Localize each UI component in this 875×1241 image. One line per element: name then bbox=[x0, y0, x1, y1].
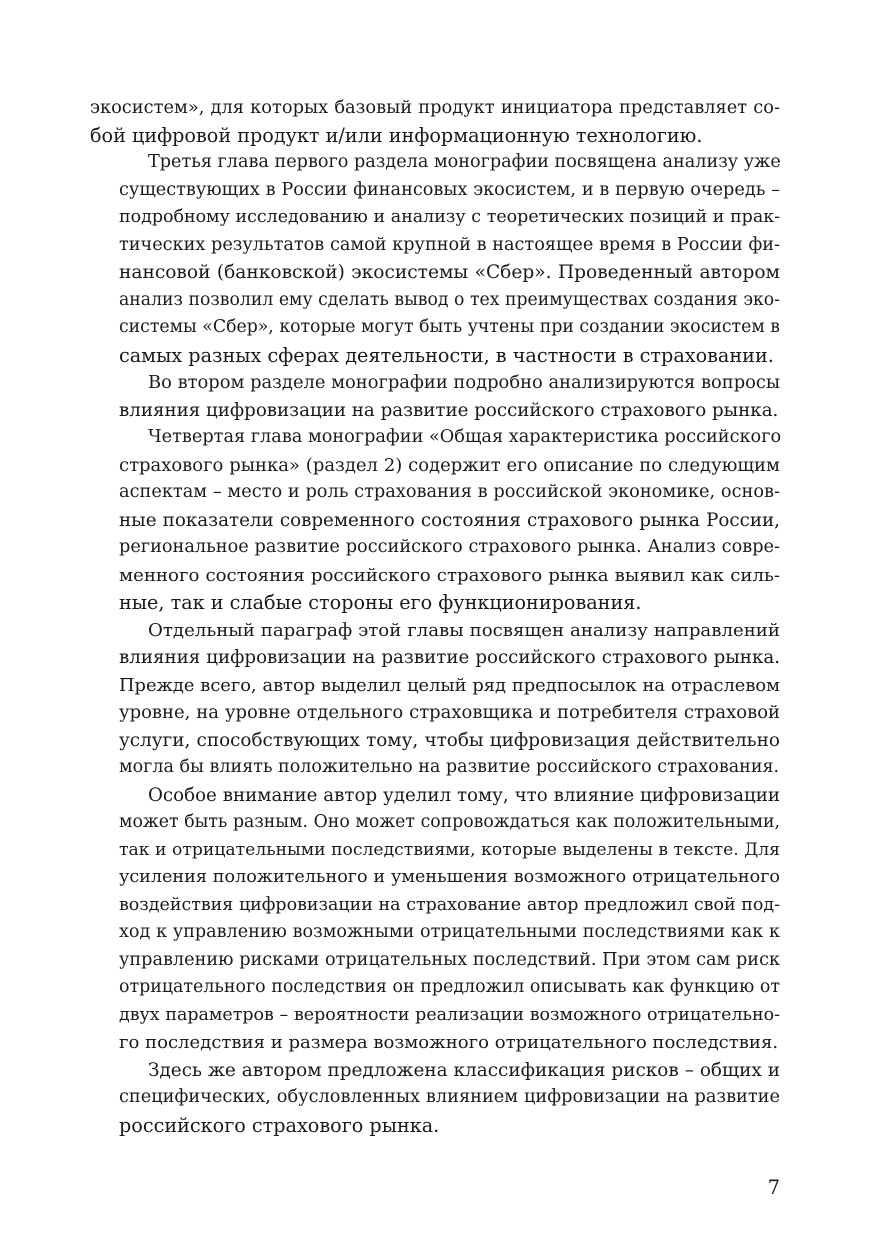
text-line: отрицательного последствия он предложил описывать как функцию от bbox=[119, 977, 780, 997]
text-line: российского страхового рынка. bbox=[119, 1113, 440, 1137]
text-line: аспектам – место и роль страхования в российской экономике, основ- bbox=[119, 482, 780, 502]
text-line: бой цифровой продукт и/или информационную технологию. bbox=[90, 123, 703, 147]
text-line: Здесь же автором предложена классификация рисков – общих и bbox=[148, 1059, 780, 1081]
text-line: управлению рисками отрицательных последствий. При этом сам риск bbox=[119, 949, 780, 970]
text-line: Отдельный параграф этой главы посвящен анализу направлений bbox=[148, 619, 780, 641]
text-line: самых разных сферах деятельности, в частности в страховании. bbox=[119, 343, 774, 367]
text-line: специфических, обусловленных влиянием цифровизации на развитие bbox=[119, 1087, 780, 1107]
text-line: го последствия и размера возможного отрицательного последствия. bbox=[119, 1032, 779, 1053]
text-line: менного состояния российского страхового рынка выявил как силь- bbox=[119, 564, 780, 586]
text-line: Прежде всего, автор выделил целый ряд предпосылок на отраслевом bbox=[119, 674, 780, 696]
text-line: услуги, способствующих тому, чтобы цифровизация действительно bbox=[119, 729, 780, 751]
paragraph bbox=[90, 149, 780, 369]
text-line: ные показатели современного состояния страхового рынка России, bbox=[119, 509, 780, 531]
text-line: может быть разным. Оно может сопровождаться как положительными, bbox=[119, 812, 780, 832]
page-number: 7 bbox=[767, 1176, 780, 1199]
text-line: анализ позволил ему сделать вывод о тех преимуществах создания эко- bbox=[119, 289, 780, 310]
paragraph bbox=[90, 94, 780, 149]
text-line: усиления положительного и уменьшения возможного отрицательного bbox=[119, 867, 780, 887]
text-line: Особое внимание автор уделил тому, что влияние цифровизации bbox=[148, 784, 780, 806]
text-line: региональное развитие российского страхового рынка. Анализ совре- bbox=[119, 537, 780, 557]
text-line: подробному исследованию и анализу с теоретических позиций и прак- bbox=[119, 207, 780, 227]
text-line: воздействия цифровизации на страхование автор предложил свой под- bbox=[119, 894, 780, 915]
text-line: ход к управлению возможными отрицательными последствиями как к bbox=[119, 922, 780, 942]
text-line: влияния цифровизации на развитие российского страхового рынка. bbox=[119, 647, 780, 668]
text-line: так и отрицательными последствиями, которые выделены в тексте. Для bbox=[119, 839, 780, 860]
text-line: Четвертая глава монографии «Общая характеристика российского bbox=[148, 427, 782, 447]
paragraph bbox=[90, 369, 780, 424]
text-line: могла бы влиять положительно на развитие российского страхования. bbox=[119, 757, 780, 777]
text-line: ные, так и слабые стороны его функционирования. bbox=[119, 591, 642, 614]
paragraph bbox=[90, 617, 780, 782]
body-text bbox=[90, 94, 780, 1139]
text-line: экосистем», для которых базовый продукт инициатора представляет со- bbox=[90, 97, 780, 118]
text-line: страхового рынка» (раздел 2) содержит его описание по следующим bbox=[119, 454, 780, 476]
text-line: влияния цифровизации на развитие российского страхового рынка. bbox=[119, 399, 779, 421]
text-line: нансовой (банковской) экосистемы «Сбер». Проведенный автором bbox=[119, 262, 780, 283]
paragraph bbox=[90, 782, 780, 1057]
text-line: Во втором разделе монографии подробно анализируются вопросы bbox=[148, 372, 781, 393]
paragraph bbox=[90, 424, 780, 617]
text-line: тических результатов самой крупной в настоящее время в России фи- bbox=[119, 234, 780, 255]
text-line: двух параметров – вероятности реализации возможного отрицательно- bbox=[119, 1004, 780, 1025]
text-line: существующих в России финансовых экосистем, и в первую очередь – bbox=[119, 179, 780, 200]
text-line: системы «Сбер», которые могут быть учтены при создании экосистем в bbox=[119, 317, 780, 337]
text-line: уровне, на уровне отдельного страховщика и потребителя страховой bbox=[119, 702, 780, 723]
text-line: Третья глава первого раздела монографии посвящена анализу уже bbox=[148, 152, 781, 172]
paragraph bbox=[90, 1057, 780, 1140]
